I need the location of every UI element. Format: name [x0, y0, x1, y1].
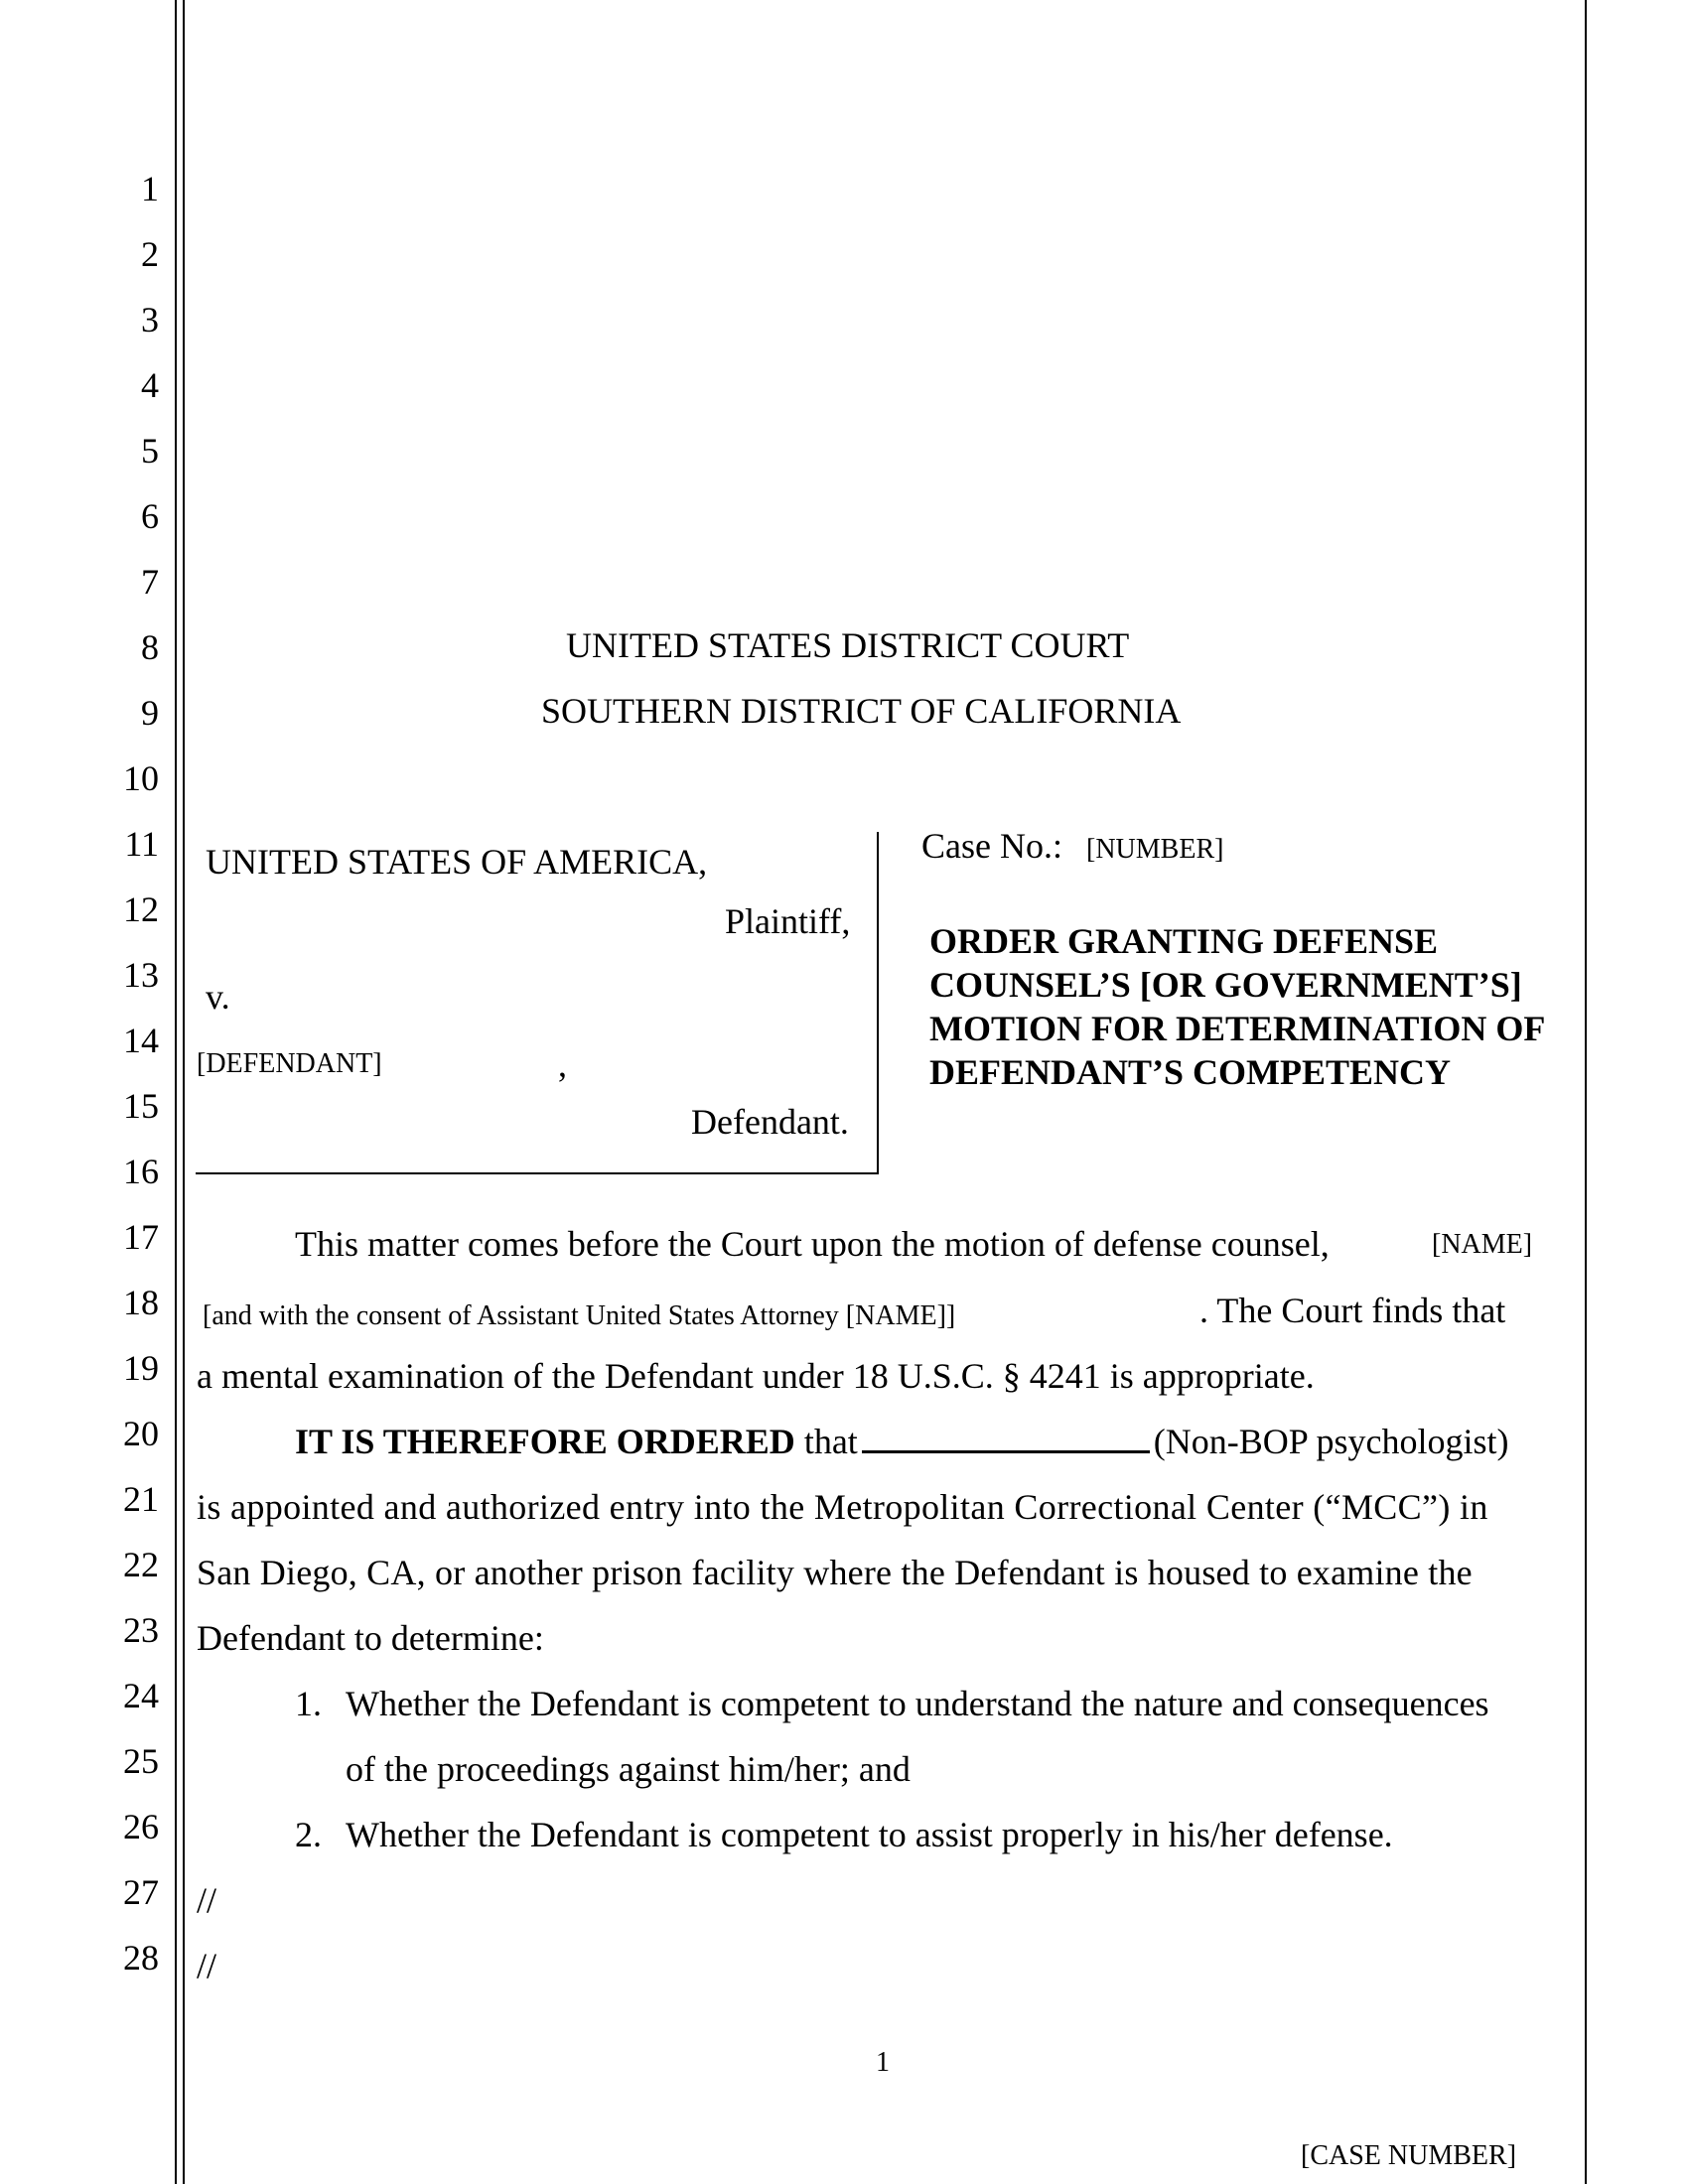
- line-number: 17: [123, 1217, 159, 1257]
- list-item-2-line-1: Whether the Defendant is competent to assist properly in his/her defense.: [346, 1815, 1393, 1854]
- caption-box-right-border: [877, 832, 879, 1173]
- paragraph-2-line-4: Defendant to determine:: [197, 1618, 544, 1658]
- paragraph-1-line-2-end: . The Court finds that: [1199, 1291, 1506, 1330]
- versus: v.: [206, 977, 230, 1017]
- defendant-comma: ,: [558, 1044, 567, 1084]
- line-number: 1: [141, 169, 159, 208]
- line-number: 15: [123, 1086, 159, 1126]
- line-number: 22: [123, 1545, 159, 1584]
- left-margin-rule-outer: [175, 0, 177, 2184]
- line-number: 23: [123, 1610, 159, 1650]
- caption-box-bottom-border: [196, 1172, 879, 1174]
- line-number: 25: [123, 1741, 159, 1781]
- page-number: 1: [876, 2047, 890, 2078]
- list-item-2-number: 2.: [295, 1815, 322, 1854]
- line-number: 11: [124, 824, 159, 864]
- plaintiff-name: UNITED STATES OF AMERICA,: [206, 842, 708, 882]
- line-number: 14: [123, 1021, 159, 1060]
- defense-counsel-name: [NAME]: [1432, 1229, 1533, 1260]
- line-number: 2: [141, 234, 159, 274]
- line-number: 7: [141, 562, 159, 602]
- left-margin-rule-inner: [183, 0, 185, 2184]
- line-number: 6: [141, 496, 159, 536]
- line-number: 21: [123, 1479, 159, 1519]
- line-number: 16: [123, 1152, 159, 1191]
- defendant-label: Defendant.: [691, 1102, 849, 1142]
- paragraph-2-line-2: is appointed and authorized entry into the Metropolitan Correctional Center (“MCC”) in: [197, 1487, 1488, 1527]
- list-item-1-line-1: Whether the Defendant is competent to understand the nature and consequences: [346, 1684, 1489, 1723]
- paragraph-1-line-1: This matter comes before the Court upon the motion of defense counsel,: [295, 1224, 1330, 1264]
- paragraph-2-line-3: San Diego, CA, or another prison facility where the Defendant is housed to examine the: [197, 1553, 1473, 1592]
- order-heading: IT IS THEREFORE ORDERED: [295, 1422, 795, 1461]
- psychologist-blank-line: [862, 1421, 1150, 1453]
- document-title: ORDER GRANTING DEFENSE COUNSEL’S [OR GOVERNMENT’S] MOTION FOR DETERMINATION OF DEFENDANT’S COMPETENCY: [929, 921, 1545, 1092]
- case-number: [NUMBER]: [1086, 834, 1224, 865]
- continuation-slash-2: //: [197, 1946, 217, 1985]
- line-number: 24: [123, 1676, 159, 1715]
- line-number: 10: [123, 758, 159, 798]
- court-district: SOUTHERN DISTRICT OF CALIFORNIA: [541, 691, 1182, 731]
- paragraph-2-line-1: [295, 1420, 1508, 1463]
- plaintiff-label: Plaintiff,: [725, 901, 851, 941]
- line-number: 18: [123, 1283, 159, 1322]
- line-number: 8: [141, 627, 159, 667]
- line-number: 19: [123, 1348, 159, 1388]
- consent-clause: [and with the consent of Assistant United States Attorney [NAME]]: [203, 1300, 956, 1331]
- line-number: 20: [123, 1414, 159, 1453]
- line-number: 3: [141, 300, 159, 340]
- line-number: 28: [123, 1938, 159, 1978]
- continuation-slash-1: //: [197, 1880, 217, 1920]
- line-number: 12: [123, 889, 159, 929]
- line-number: 9: [141, 693, 159, 733]
- line-number: 13: [123, 955, 159, 995]
- line-number: 27: [123, 1872, 159, 1912]
- court-name: UNITED STATES DISTRICT COURT: [566, 625, 1130, 665]
- list-item-1-line-2: of the proceedings against him/her; and: [346, 1749, 911, 1789]
- case-number-label: Case No.:: [921, 826, 1062, 866]
- line-number: 4: [141, 365, 159, 405]
- paragraph-1-line-3: a mental examination of the Defendant under 18 U.S.C. § 4241 is appropriate.: [197, 1356, 1315, 1396]
- list-item-1-number: 1.: [295, 1684, 322, 1723]
- psychologist-role: (Non-BOP psychologist): [1153, 1422, 1509, 1461]
- defendant-name: [DEFENDANT]: [197, 1048, 382, 1079]
- order-that: that: [803, 1422, 858, 1461]
- footer-case-number: [CASE NUMBER]: [1301, 2140, 1517, 2171]
- line-number: 5: [141, 431, 159, 471]
- line-number: 26: [123, 1807, 159, 1846]
